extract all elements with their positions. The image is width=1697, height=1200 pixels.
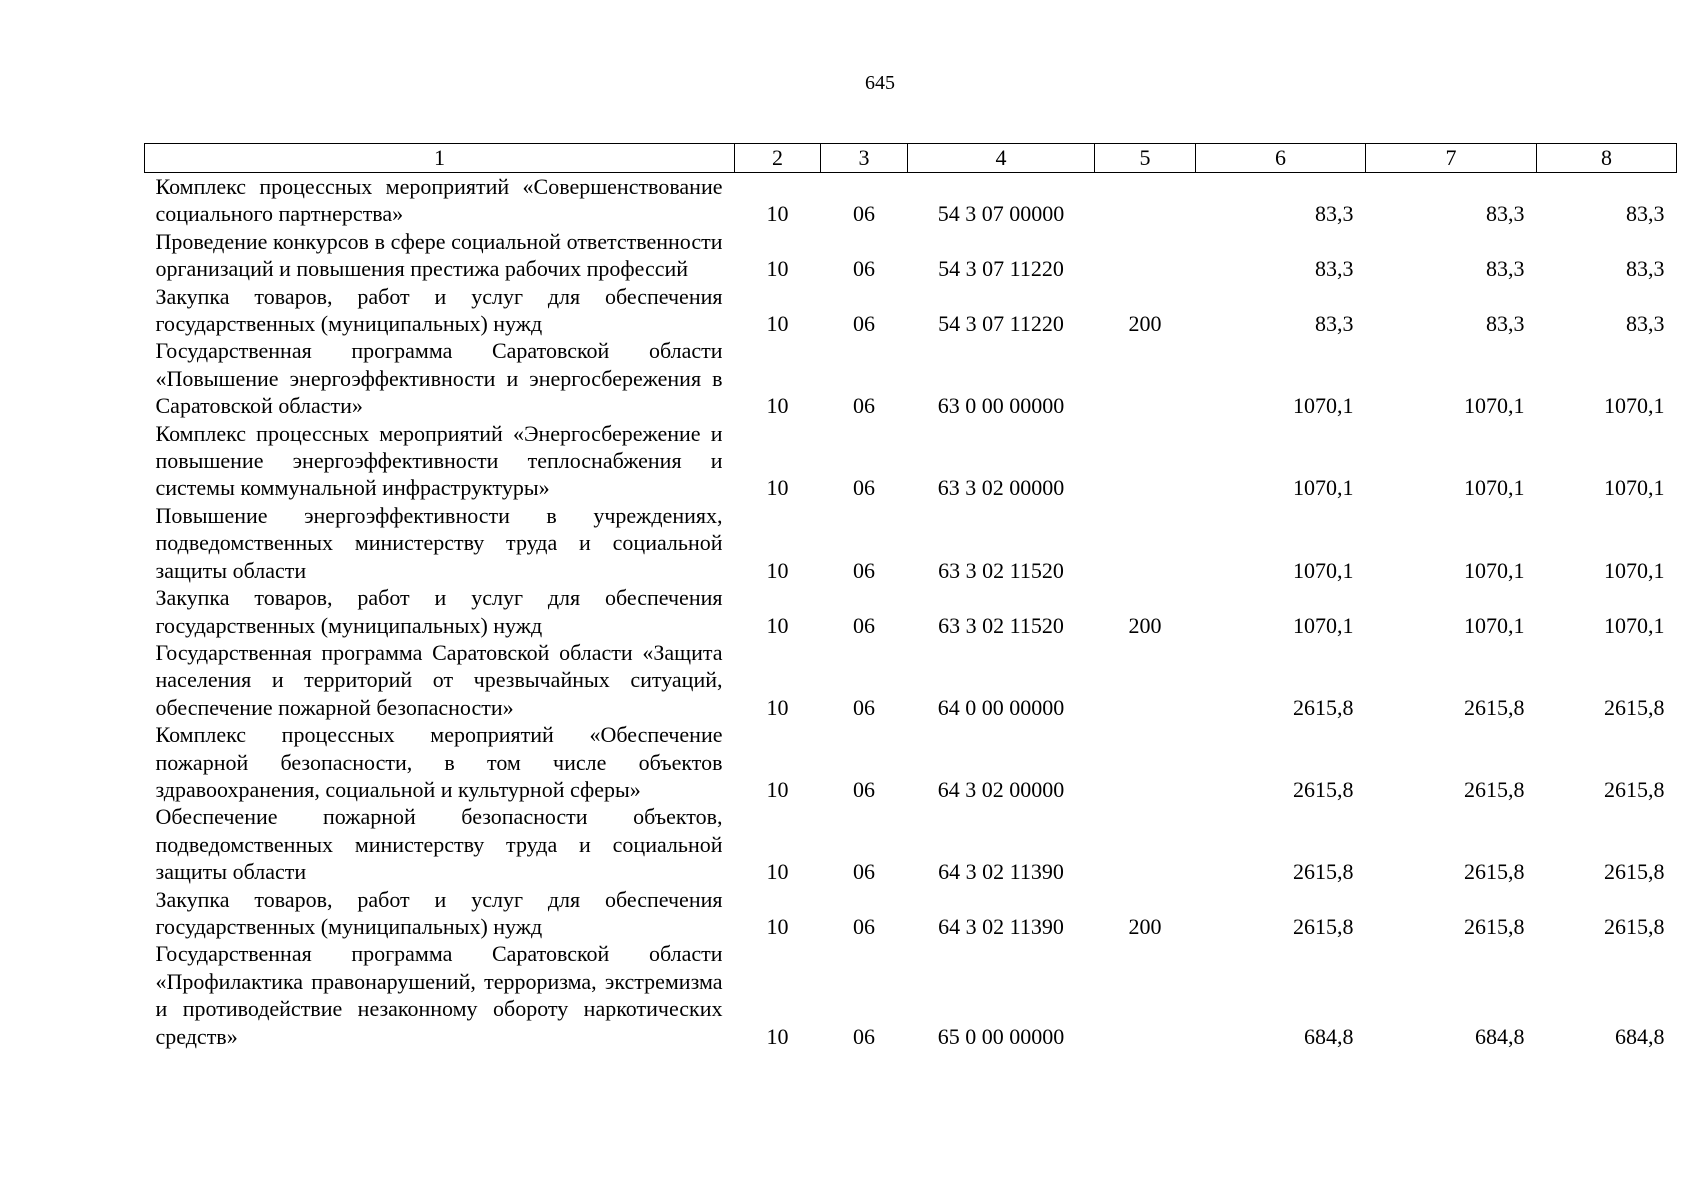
row-amount-col-7: 1070,1	[1464, 475, 1525, 501]
row-section: 10	[766, 612, 789, 638]
row-target-article: 64 3 02 00000	[937, 776, 1065, 802]
row-name: Закупка товаров, работ и услуг для обеспечения государственных (муниципальных) нужд	[155, 585, 723, 638]
row-section: 10	[766, 913, 789, 939]
row-amount-col-6: 684,8	[1304, 1023, 1354, 1049]
row-subsection: 06	[853, 557, 875, 583]
table-row	[145, 173, 1677, 228]
row-name: Закупка товаров, работ и услуг для обеспечения государственных (муниципальных) нужд	[155, 886, 723, 939]
row-section: 10	[766, 393, 789, 419]
header-col-4: 4	[908, 144, 1095, 173]
row-expense-type	[1095, 639, 1196, 721]
row-amount-col-6: 1070,1	[1293, 557, 1354, 583]
table-row	[145, 803, 1677, 885]
row-name: Государственная программа Саратовской области «Защита населения и территорий от чрезвычайных ситуаций, обеспечение пожарной безопасности»	[155, 639, 723, 720]
row-expense-type	[1095, 721, 1196, 803]
row-amount-col-7: 2615,8	[1464, 859, 1525, 885]
row-name: Обеспечение пожарной безопасности объектов, подведомственных министерству труда и социальной защиты области	[155, 804, 723, 885]
table-row	[145, 420, 1677, 502]
table-row	[145, 283, 1677, 338]
row-amount-col-7: 1070,1	[1464, 612, 1525, 638]
row-amount-col-8: 1070,1	[1604, 393, 1665, 419]
row-amount-col-8: 2615,8	[1604, 776, 1665, 802]
row-target-article: 65 0 00 00000	[937, 1023, 1065, 1049]
table-row	[145, 940, 1677, 1050]
header-col-7: 7	[1366, 144, 1537, 173]
page-number: 645	[865, 72, 895, 94]
row-target-article: 54 3 07 00000	[937, 201, 1065, 227]
row-target-article: 54 3 07 11220	[938, 256, 1064, 282]
row-name: Закупка товаров, работ и услуг для обеспечения государственных (муниципальных) нужд	[155, 283, 723, 337]
row-subsection: 06	[853, 201, 875, 227]
row-amount-col-7: 83,3	[1486, 201, 1525, 227]
row-amount-col-7: 1070,1	[1464, 393, 1525, 419]
row-subsection: 06	[853, 859, 875, 885]
row-section: 10	[766, 776, 789, 802]
row-target-article: 54 3 07 11220	[938, 311, 1064, 337]
row-section: 10	[766, 1023, 789, 1049]
row-amount-col-6: 2615,8	[1293, 776, 1354, 802]
row-amount-col-8: 1070,1	[1604, 557, 1665, 583]
header-col-2: 2	[735, 144, 821, 173]
row-subsection: 06	[853, 393, 875, 419]
row-amount-col-8: 2615,8	[1604, 859, 1665, 885]
row-expense-type: 200	[1128, 612, 1162, 638]
row-expense-type	[1095, 228, 1196, 283]
table-row	[145, 886, 1677, 941]
row-name: Комплекс процессных мероприятий «Совершенствование социального партнерства»	[155, 174, 723, 227]
header-col-5: 5	[1095, 144, 1196, 173]
row-amount-col-8: 2615,8	[1604, 694, 1665, 720]
table-row	[145, 337, 1677, 419]
row-amount-col-8: 83,3	[1626, 311, 1665, 337]
row-subsection: 06	[853, 256, 875, 282]
row-amount-col-8: 1070,1	[1604, 475, 1665, 501]
row-subsection: 06	[853, 694, 875, 720]
table-row	[145, 721, 1677, 803]
row-subsection: 06	[853, 913, 875, 939]
row-amount-col-7: 83,3	[1486, 311, 1525, 337]
row-subsection: 06	[853, 776, 875, 802]
row-amount-col-6: 2615,8	[1293, 694, 1354, 720]
row-amount-col-6: 83,3	[1315, 311, 1354, 337]
row-expense-type	[1095, 337, 1196, 419]
row-subsection: 06	[853, 475, 875, 501]
row-expense-type: 200	[1128, 913, 1162, 939]
header-col-6: 6	[1196, 144, 1366, 173]
row-amount-col-8: 83,3	[1626, 256, 1665, 282]
row-amount-col-7: 1070,1	[1464, 557, 1525, 583]
header-col-1: 1	[145, 144, 735, 173]
row-amount-col-6: 2615,8	[1293, 913, 1354, 939]
row-amount-col-7: 2615,8	[1464, 694, 1525, 720]
row-target-article: 64 3 02 11390	[938, 913, 1064, 939]
row-target-article: 63 3 02 00000	[937, 475, 1065, 501]
row-expense-type	[1095, 502, 1196, 584]
row-amount-col-8: 684,8	[1615, 1023, 1665, 1049]
row-amount-col-7: 684,8	[1475, 1023, 1525, 1049]
row-amount-col-6: 1070,1	[1293, 612, 1354, 638]
row-amount-col-8: 2615,8	[1604, 913, 1665, 939]
row-expense-type: 200	[1128, 311, 1162, 337]
table-row	[145, 502, 1677, 584]
row-section: 10	[766, 475, 789, 501]
row-target-article: 63 0 00 00000	[937, 393, 1065, 419]
table-row	[145, 639, 1677, 721]
row-amount-col-7: 2615,8	[1464, 913, 1525, 939]
row-amount-col-6: 2615,8	[1293, 859, 1354, 885]
header-col-8: 8	[1537, 144, 1677, 173]
row-name: Повышение энергоэффективности в учреждениях, подведомственных министерству труда и социальной защиты области	[155, 502, 723, 583]
row-name: Комплекс процессных мероприятий «Обеспечение пожарной безопасности, в том числе объектов здравоохранения, социальной и культурной сферы»	[155, 722, 723, 802]
row-name: Проведение конкурсов в сфере социальной ответственности организаций и повышения престижа рабочих профессий	[155, 228, 723, 282]
row-expense-type	[1095, 420, 1196, 502]
row-expense-type	[1095, 940, 1196, 1050]
row-expense-type	[1095, 803, 1196, 885]
row-section: 10	[766, 311, 789, 337]
row-subsection: 06	[853, 612, 875, 638]
row-name: Государственная программа Саратовской области «Повышение энергоэффективности и энергосбережения в Саратовской области»	[155, 338, 723, 419]
row-amount-col-6: 1070,1	[1293, 393, 1354, 419]
budget-table	[144, 143, 1677, 1050]
row-amount-col-8: 1070,1	[1604, 612, 1665, 638]
row-target-article: 63 3 02 11520	[938, 557, 1064, 583]
row-amount-col-8: 83,3	[1626, 201, 1665, 227]
row-subsection: 06	[853, 311, 875, 337]
row-section: 10	[766, 557, 789, 583]
row-target-article: 64 0 00 00000	[937, 694, 1065, 720]
row-section: 10	[766, 256, 789, 282]
table-row	[145, 584, 1677, 639]
row-amount-col-7: 83,3	[1486, 256, 1525, 282]
row-section: 10	[766, 859, 789, 885]
table-row	[145, 228, 1677, 283]
row-subsection: 06	[853, 1023, 875, 1049]
row-name: Комплекс процессных мероприятий «Энергосбережение и повышение энергоэффективности теплоснабжения и системы коммунальной инфраструктуры»	[155, 420, 723, 501]
row-amount-col-6: 83,3	[1315, 201, 1354, 227]
row-name: Государственная программа Саратовской области «Профилактика правонарушений, терроризма, экстремизма и противодействие незаконному обороту наркотических средств»	[155, 941, 723, 1049]
row-section: 10	[766, 201, 789, 227]
row-target-article: 63 3 02 11520	[938, 612, 1064, 638]
row-section: 10	[766, 694, 789, 720]
row-amount-col-6: 83,3	[1315, 256, 1354, 282]
row-amount-col-6: 1070,1	[1293, 475, 1354, 501]
header-row	[145, 144, 1677, 173]
header-col-3: 3	[821, 144, 908, 173]
row-amount-col-7: 2615,8	[1464, 776, 1525, 802]
row-expense-type	[1095, 173, 1196, 228]
row-target-article: 64 3 02 11390	[938, 859, 1064, 885]
